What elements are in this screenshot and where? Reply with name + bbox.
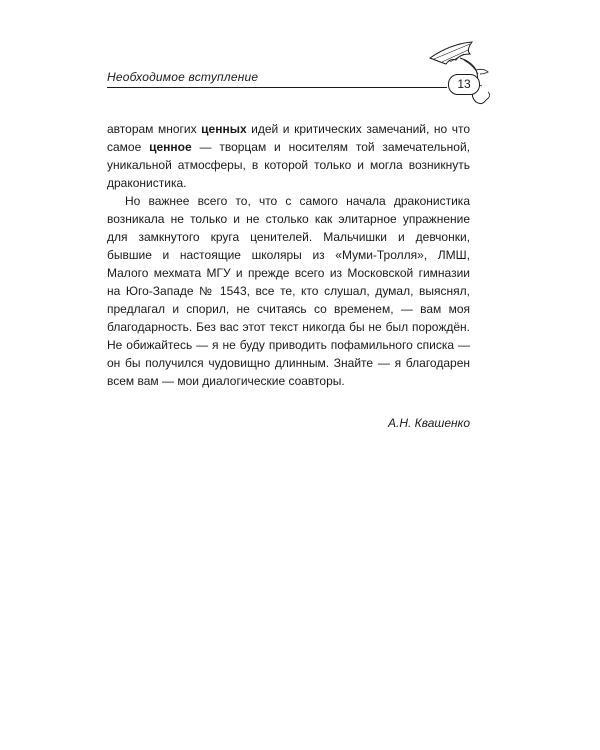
p1-bold-1: ценных xyxy=(201,122,247,136)
p1-text-3: — творцам и носителям той замечательной, уникальной атмосферы, в которой только и могла возникнуть драконистика. xyxy=(107,140,470,190)
author-signature: А.Н. Квашенко xyxy=(388,416,470,430)
p1-bold-2: ценное xyxy=(149,140,192,154)
header-rule xyxy=(107,87,447,88)
p1-text-1: авторам многих xyxy=(107,122,202,136)
paragraph-1 xyxy=(107,120,470,192)
page-number: 13 xyxy=(448,74,480,95)
running-head: Необходимое вступление xyxy=(107,70,259,84)
body-text xyxy=(107,120,470,390)
p1-text-2: идей и критических замечаний, но что самое xyxy=(107,122,471,154)
paragraph-2: Но важнее всего то, что с самого начала драконистика возникала не только и не столько как элитарное упражнение для замкнутого круга ценителей. Мальчишки и девчонки, бывшие и настоящие школяры из «Муми-Тролля», ЛМШ, Малого мехмата МГУ и прежде всего из Московской гимназии на Юго-Западе № 1543, все те, кто слушал, думал, выяснял, предлагал и спорил, не считаясь со временем, — вам моя благодарность. Без вас этот текст никогда бы не был порождён. Не обижайтесь — я не буду приводить пофамильного списка — он бы получился чудовищно длинным. Знайте — я благодарен всем вам — мои диалогические соавторы. xyxy=(107,194,470,388)
